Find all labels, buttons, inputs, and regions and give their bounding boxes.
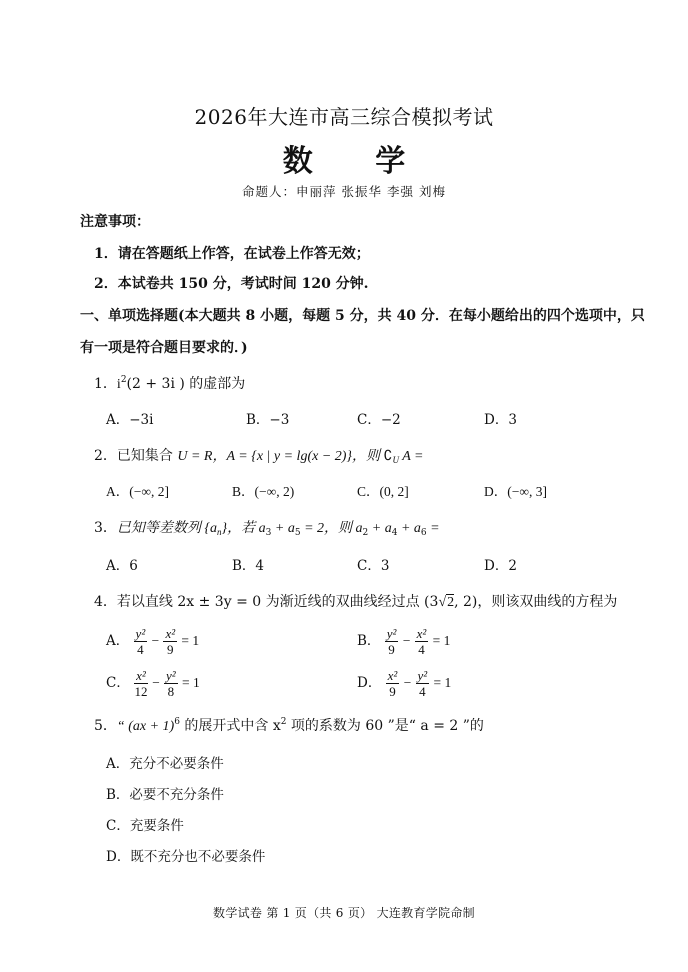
subject-title: 数 学 (282, 144, 432, 179)
subscript: 4 (391, 528, 398, 538)
q3-option-b: B．4 (232, 558, 265, 574)
q1-option-c: C．−2 (357, 412, 401, 428)
q2-subscript: U (392, 455, 399, 465)
section-heading-line2: 有一项是符合题目要求的．) (80, 340, 248, 356)
subscript: 6 (420, 528, 427, 538)
q2-universe: U = R， (177, 449, 227, 464)
q4-option-d (357, 668, 451, 699)
q3-cond: = 2，则 a (300, 521, 363, 536)
option-label: D． (357, 675, 382, 691)
fraction (415, 626, 429, 657)
q5-expr: “ (ax + 1) (116, 719, 175, 734)
q5-text: 的展开式中含 x (179, 718, 281, 734)
q4-sqrt: 2 (447, 595, 455, 610)
q5-exponent2: 2 (280, 717, 287, 727)
q5-option-a: A．充分不必要条件 (106, 756, 224, 772)
q4-option-c (106, 668, 200, 699)
denominator: 4 (418, 642, 425, 657)
q3-end: = (426, 521, 440, 536)
operator: − (152, 675, 160, 690)
q1-exponent: 2 (120, 375, 127, 385)
page-footer: 数学试卷 第 1 页（共 6 页） 大连教育学院命制 (213, 906, 475, 920)
denominator: 4 (137, 642, 144, 657)
numerator: x² (136, 668, 146, 683)
q4-text-end: , 2)，则该双曲线的方程为 (454, 594, 618, 610)
q3-cond: + a (368, 521, 392, 536)
option-label: B． (357, 633, 381, 649)
q3-cond: + a (397, 521, 421, 536)
question-number: 2． (94, 448, 117, 464)
numerator: x² (165, 626, 176, 641)
operator: − (403, 675, 412, 690)
notice-heading: 注意事项： (80, 214, 150, 230)
notice-item-1: 1．请在答题纸上作答，在试卷上作答无效； (94, 246, 370, 262)
numerator: y² (135, 626, 146, 641)
option-label: A． (106, 633, 130, 649)
q5-text-end: 项的系数为 60 ”是“ a = 2 ”的 (286, 718, 484, 734)
fraction (163, 626, 177, 657)
subscript: 2 (362, 528, 369, 538)
q1-text: (2 + 3i ) 的虚部为 (126, 376, 246, 392)
q4-option-a (106, 626, 199, 657)
denominator: 9 (167, 642, 174, 657)
q2-option-a: A．(−∞, 2] (106, 484, 169, 499)
q5-exponent: 6 (174, 717, 180, 727)
q2-option-b: B．(−∞, 2) (232, 484, 295, 499)
fraction (134, 668, 148, 699)
numerator: y² (417, 668, 428, 683)
subscript: 3 (265, 528, 272, 538)
fraction (164, 668, 178, 699)
fraction (134, 626, 148, 657)
rhs: = 1 (181, 633, 200, 648)
operator: − (402, 633, 411, 648)
q3-option-d: D．2 (484, 558, 517, 574)
q2-option-d: D．(−∞, 3] (484, 484, 547, 499)
fraction (386, 668, 400, 699)
rhs: = 1 (433, 675, 452, 690)
q3-cond: + a (271, 521, 295, 536)
rhs: = 1 (432, 633, 451, 648)
numerator: x² (416, 626, 427, 641)
authors-line: 命题人：申丽萍 张振华 李强 刘梅 (242, 184, 446, 199)
q1-expr: i (116, 377, 121, 392)
denominator: 12 (134, 684, 148, 699)
q2-text: 已知集合 (116, 448, 178, 464)
question-1 (94, 374, 245, 395)
q1-option-a: A．−3i (106, 412, 154, 428)
option-label: C． (106, 675, 130, 691)
operator: − (151, 633, 160, 648)
fraction (416, 668, 430, 699)
question-number: 3． (94, 520, 117, 536)
denominator: 9 (389, 684, 396, 699)
q2-end: A = (398, 449, 424, 464)
question-number: 4． (94, 594, 117, 610)
q4-text: 若以直线 2x ± 3y = 0 为渐近线的双曲线经过点 (3 (116, 594, 439, 610)
q1-option-b: B．−3 (246, 412, 290, 428)
complement-symbol: ∁ (383, 449, 393, 464)
q5-option-d: D．既不充分也不必要条件 (106, 849, 266, 865)
subscript: 5 (294, 528, 301, 538)
numerator: x² (387, 668, 398, 683)
question-number: 1． (94, 376, 117, 392)
section-heading-line1: 一、单项选择题(本大题共 8 小题，每题 5 分，共 40 分．在每小题给出的四个选项中，只 (80, 308, 645, 324)
question-3 (94, 518, 440, 539)
q1-option-d: D．3 (484, 412, 517, 428)
question-2 (94, 446, 423, 467)
denominator: 4 (419, 684, 426, 699)
denominator: 8 (167, 684, 175, 699)
notice-item-2: 2．本试卷共 150 分，考试时间 120 分钟. (94, 276, 369, 292)
q2-set-a: A = {x | y = lg(x − 2)}，则 (226, 449, 384, 464)
rhs: = 1 (182, 675, 200, 690)
q3-seq: 已知等差数列 {a (116, 521, 218, 536)
numerator: y² (386, 626, 397, 641)
exam-title: 2026年大连市高三综合模拟考试 (194, 105, 494, 129)
q5-option-b: B．必要不充分条件 (106, 787, 224, 803)
subscript: n (217, 527, 222, 537)
numerator: y² (166, 668, 176, 683)
q4-option-b (357, 626, 450, 657)
q3-option-a: A．6 (106, 558, 138, 574)
q2-option-c: C．(0, 2] (357, 484, 409, 499)
q3-option-c: C．3 (357, 558, 390, 574)
q3-cond: }，若 a (221, 521, 266, 536)
question-number: 5． (94, 718, 117, 734)
denominator: 9 (388, 642, 395, 657)
q5-option-c: C．充要条件 (106, 818, 184, 834)
question-4: 4．若以直线 2x ± 3y = 0 为渐近线的双曲线经过点 (3√2, 2)，则该双曲线的方程为 (94, 594, 618, 610)
question-5 (94, 716, 484, 737)
fraction (385, 626, 399, 657)
